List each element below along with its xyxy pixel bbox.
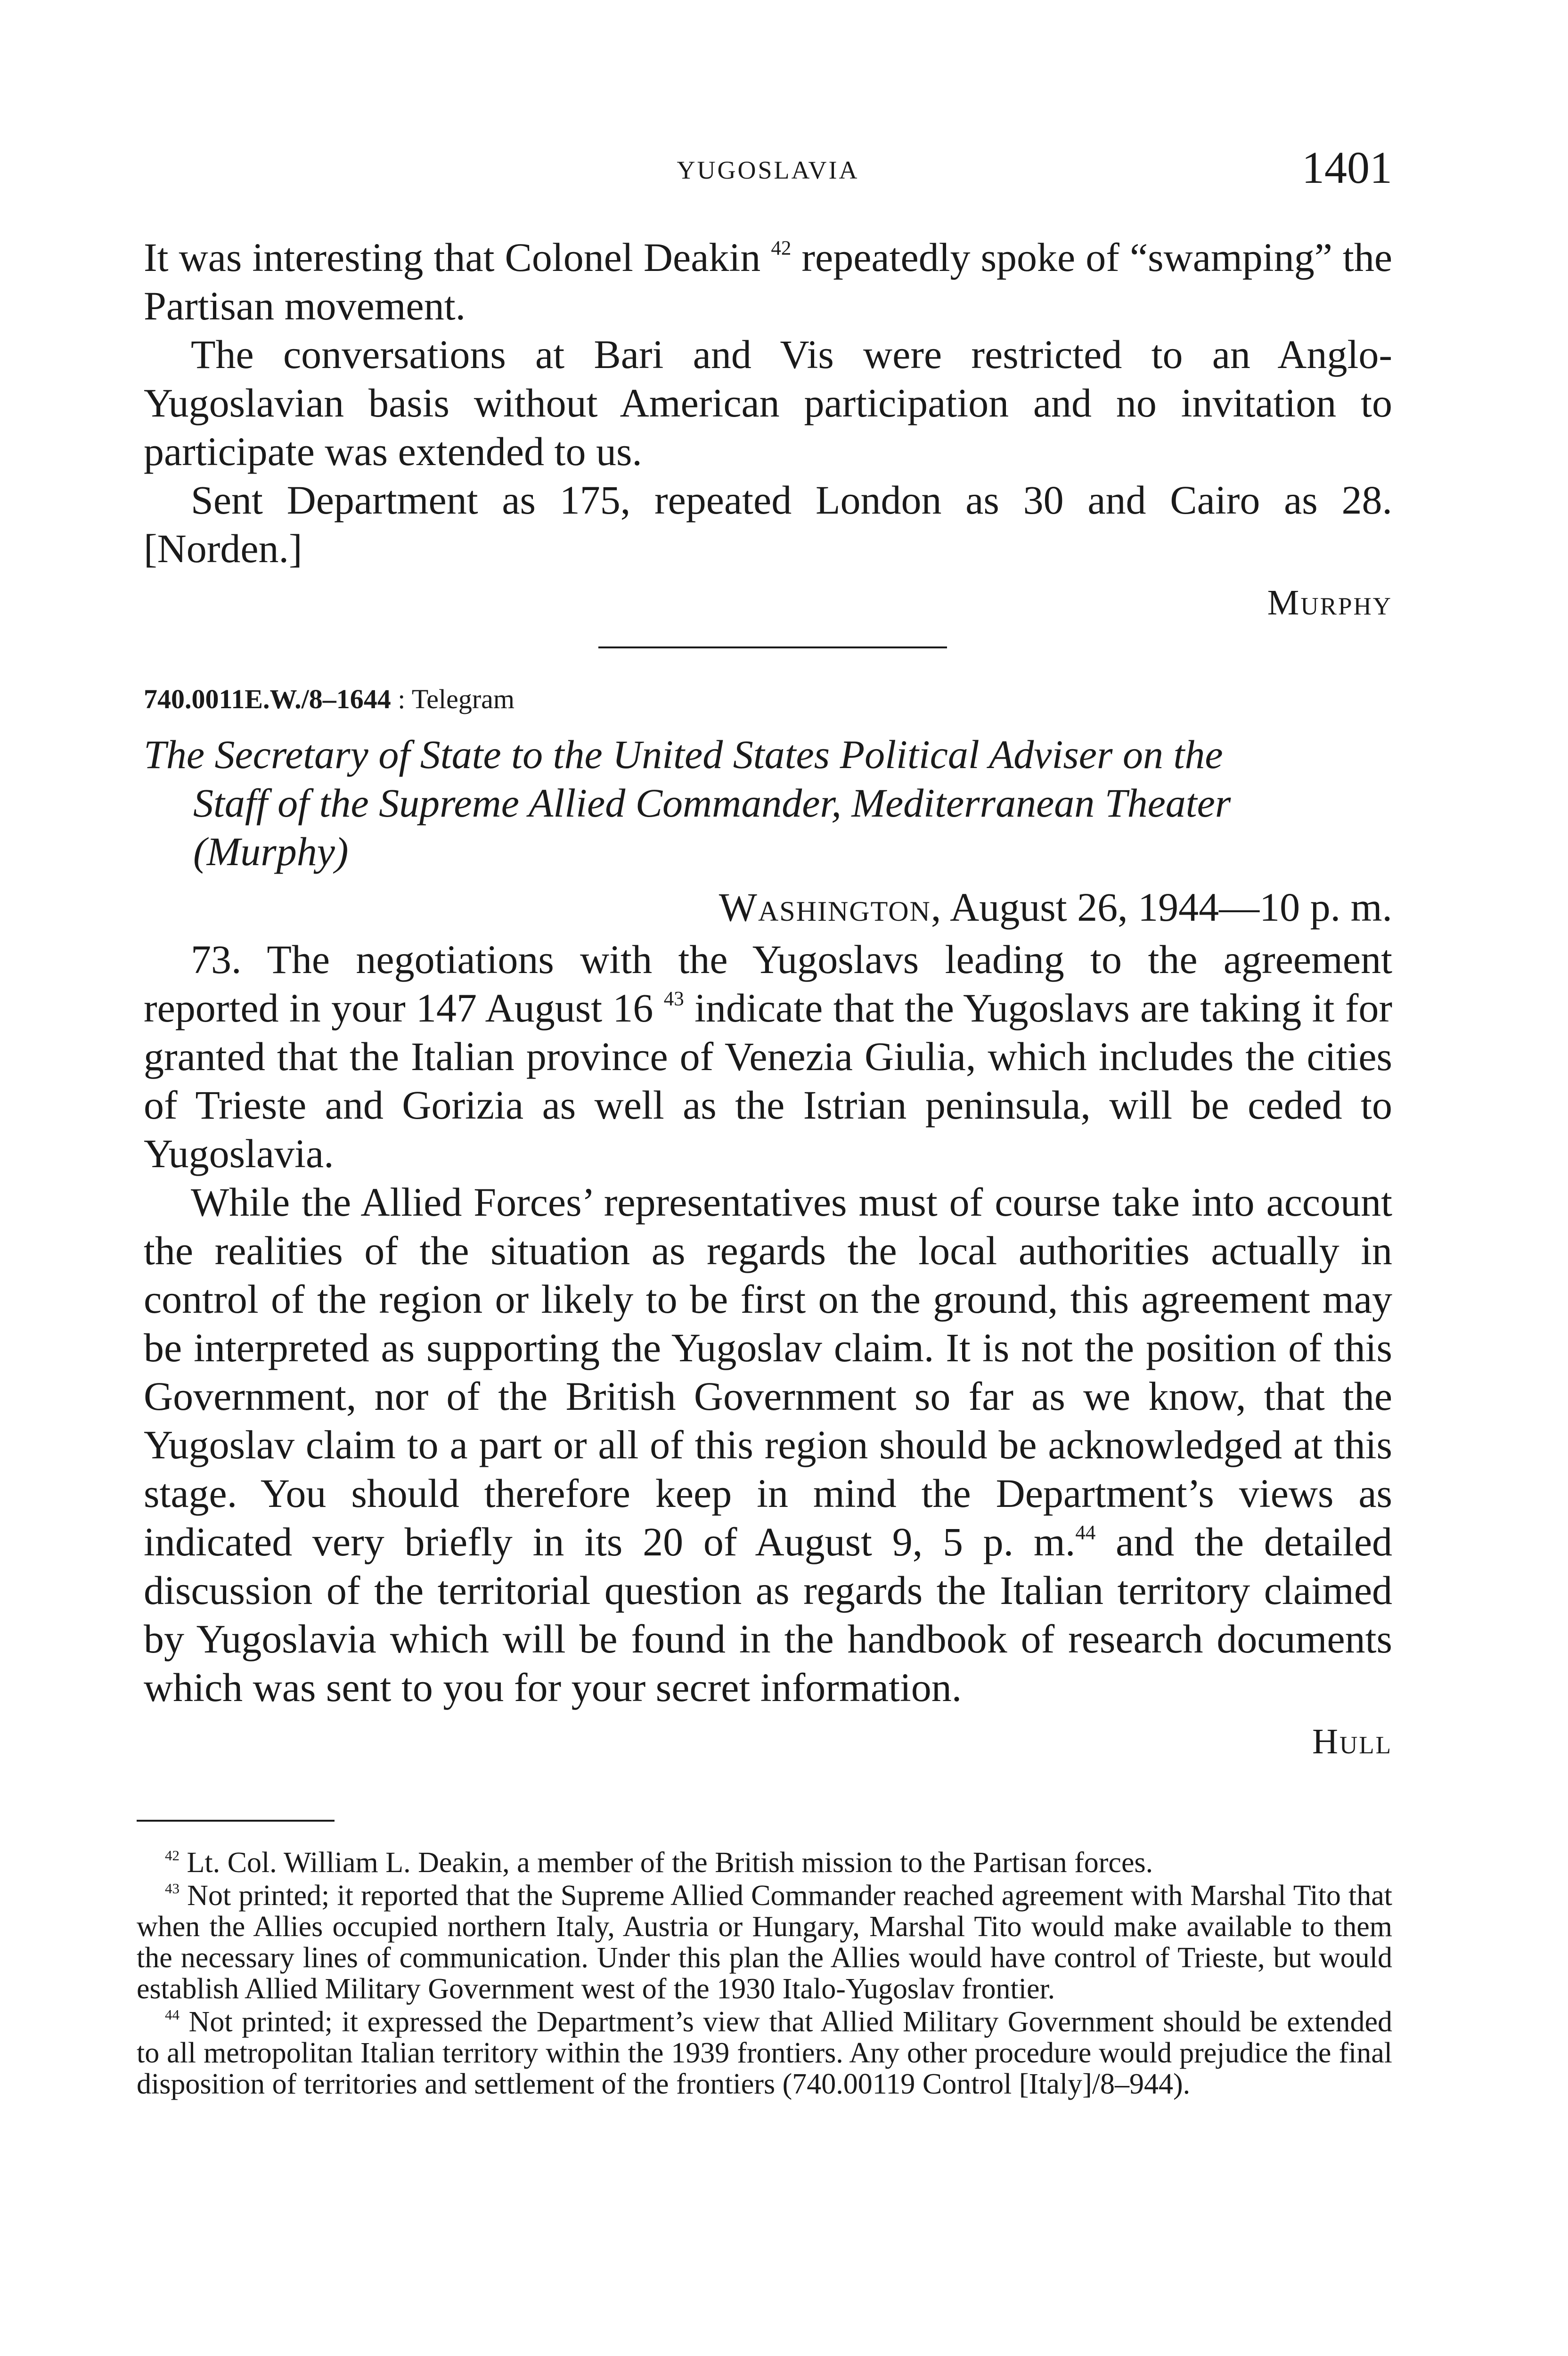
footnote: $^{43}$ Not printed; it reported that the Supreme Allied Commander reached agreement with Marshal Tito that when the Allies occupied northern Italy, Austria or Hungary, Marshal Tito would make available to them the necessary lines of communication. Under this plan the Allies would have control of Trieste, but would establish Allied Military Government west of the 1930 Italo-Yugoslav frontier. [137, 1880, 1392, 2005]
footnote-rule [137, 1820, 335, 1822]
footnote-ref: 42 [771, 237, 792, 260]
running-head [144, 141, 1392, 193]
preceding-document [144, 233, 1392, 623]
signature: Hull [1312, 1722, 1392, 1761]
body-paragraph: It was interesting that Colonel Deakin $^{42}$ repeatedly spoke of “swamping” the Partisan movement. [144, 235, 1392, 328]
document-heading: The Secretary of State to the United States Political Adviser on the Staff of the Supreme Allied Commander, Mediterranean Theater (Murphy) [144, 732, 1231, 874]
footnote-ref: 44 [1075, 1522, 1096, 1544]
body-paragraph: While the Allied Forces’ representatives must of course take into account the realities of the situation as regards the local authorities actually in control of the region or likely to be first on the ground, this agreement may be interpreted as supporting the Yugoslav claim. It is not the position of this Government, nor of the British Government so far as we know, that the Yugoslav claim to a part or all of this region should be acknowledged at this stage. You should therefore keep in mind the Department’s views as indicated very briefly in its 20 of August 9, 5 p. m.$^{44}$ and the detailed discussion of the territorial question as regards the Italian territory claimed by Yugoslavia which will be found in the handbook of research documents which was sent to you for your secret information. [144, 1179, 1392, 1710]
running-title: YUGOSLAVIA [677, 156, 859, 184]
body-paragraph: Sent Department as 175, repeated London as 30 and Cairo as 28. [Norden.] [144, 477, 1392, 571]
body-paragraph: The conversations at Bari and Vis were restricted to an Anglo-Yugoslavian basis without American participation and no invitation to participate was extended to us. [144, 332, 1392, 474]
file-reference: 740.0011E.W./8–1644 : Telegram [144, 684, 514, 714]
footnote-ref: 43 [663, 988, 684, 1010]
document-separator [598, 646, 947, 648]
footnote: $^{44}$ Not printed; it expressed the Department’s view that Allied Military Government should be extended to all metropolitan Italian territory within the 1939 frontiers. Any other procedure would prejudice the final disposition of territories and settlement of the frontiers (740.00119 Control [Italy]/8–944). [137, 2006, 1392, 2100]
document-body [144, 935, 1392, 1762]
dateline: Washington, August 26, 1944—10 p. m. [719, 884, 1392, 930]
signature: Murphy [1267, 583, 1392, 622]
footnote: $^{42}$ Lt. Col. William L. Deakin, a member of the British mission to the Partisan forces. [165, 1847, 1153, 1879]
body-paragraph: 73. The negotiations with the Yugoslavs leading to the agreement reported in your 147 August 16 $^{43}$ indicate that the Yugoslavs are taking it for granted that the Italian province of Venezia Giulia, which includes the cities of Trieste and Gorizia as well as the Istrian peninsula, will be ceded to Yugoslavia. [144, 937, 1392, 1176]
page-number: 1401 [1302, 142, 1392, 193]
footnotes [137, 1847, 1392, 2102]
